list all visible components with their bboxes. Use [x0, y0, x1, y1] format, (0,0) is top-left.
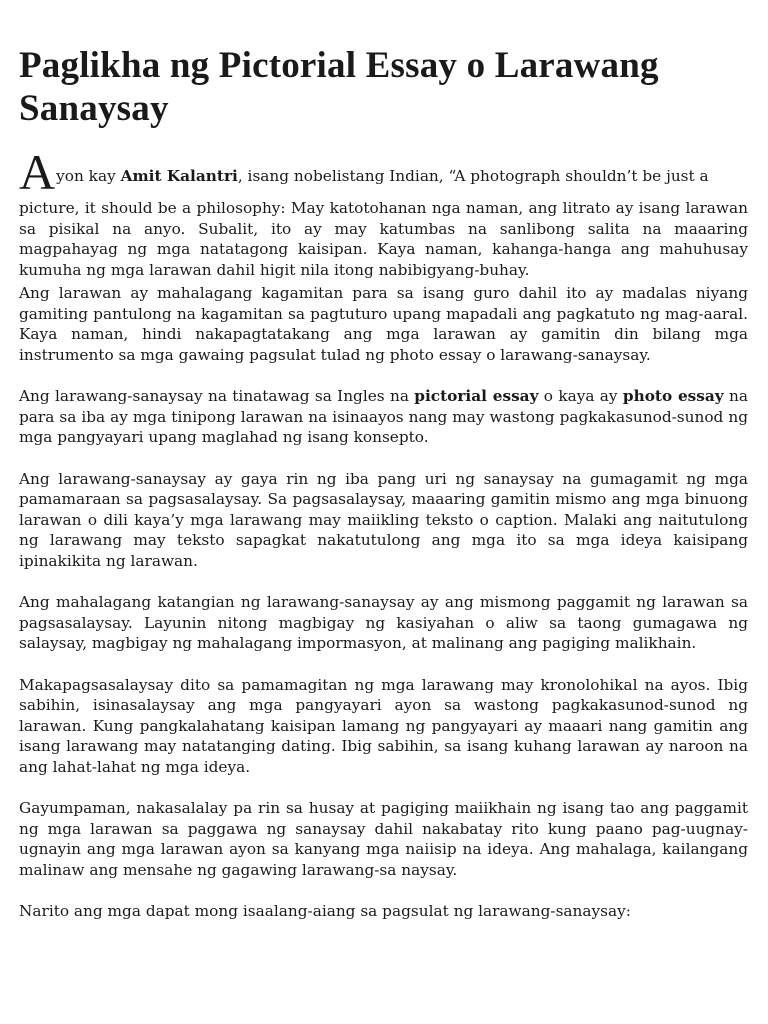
- intro-paragraph: picture, it should be a philosophy: May katotohanan nga naman, ang litrato ay isang larawan sa pisikal na anyo. Subalit, ito ay may katumbas na sanlibong salita na maaaring magpahayag ng mga natatagong kaisipan. Kaya naman, kahanga-hanga ang mahuhusay kumuha ng mga larawan dahil higit nila itong nabibigyang-buhay.: [19, 199, 748, 279]
- paragraph-5: Ang mahalagang katangian ng larawang-sanaysay ay ang mismong paggamit ng larawan sa pagsasalaysay. Layunin nitong magbigay ng kasiyahan o aliw sa taong gumagawa ng salaysay, magbigay ng mahalagang impormasyon, at malinang ang pagiging malikhain.: [19, 593, 748, 652]
- intro-line1-post: , isang nobelistang Indian, “A photograph shouldn’t be just a: [237, 167, 709, 185]
- paragraph-8: Narito ang mga dapat mong isaalang-aiang sa pagsulat ng larawang-sanaysay:: [19, 902, 631, 920]
- author-name: Amit Kalantri: [120, 167, 238, 185]
- paragraph-4: Ang larawang-sanaysay ay gaya rin ng iba pang uri ng sanaysay na gumagamit ng mga pamamaraan sa pagsasalaysay. Sa pagsasalaysay, maaaring gamitin mismo ang mga binuong larawan o dili kaya’y mga larawang may maiikling teksto o caption. Malaki ang naitutulong ng larawang may teksto sapagkat nakatutulong ang mga ito sa mga ideya kaisipang ipinakikita ng larawan.: [19, 469, 748, 570]
- p3-text-d: na para sa iba ay mga tinipong larawan na isinaayos nang may wastong pagkakasunod-sunod ng mga pangyayari upang maglahad ng isang konsepto.: [19, 387, 748, 446]
- paragraph-3: [19, 386, 748, 448]
- paragraph-7: Gayumpaman, nakasalalay pa rin sa husay at pagiging maiikhain ng isang tao ang paggamit ng mga larawan sa paggawa ng sanaysay dahil nakabatay rito kung paano pag-uugnay-ugnayin ang mga larawan ayon sa kanyang mga naiisip na ideya. Ang mahalaga, kailangang malinaw ang mensahe ng gagawing larawang-sa naysay.: [19, 799, 748, 879]
- paragraph-6: Makapagsasalaysay dito sa pamamagitan ng mga larawang may kronolohikal na ayos. Ibig sabihin, isinasalaysay ang mga pangyayari ayon sa wastong pagkakasunod-sunod ng larawan. Kung pangkalahatang kaisipan lamang ng pangyayari ay maaari nang gamitin ang isang larawang may natatanging dating. Ibig sabihin, sa isang kuhang larawan ay naroon na ang lahat-lahat ng mga ideya.: [19, 675, 748, 776]
- term-pictorial-essay: pictorial essay: [414, 387, 539, 405]
- article-body: [19, 150, 748, 922]
- p3-text-a: Ang larawang-sanaysay na tinatawag sa Ingles na: [19, 387, 415, 405]
- p3-text-c: o kaya ay: [538, 387, 623, 405]
- intro-first-line: [19, 150, 748, 194]
- term-photo-essay: photo essay: [622, 387, 724, 405]
- intro-line1-pre: yon kay: [56, 167, 121, 185]
- paragraph-2: Ang larawan ay mahalagang kagamitan para sa isang guro dahil ito ay madalas niyang gamiting pantulong na kagamitan sa pagtuturo upang mapadali ang pagkatuto ng mag-aaral. Kaya naman, hindi nakapagtatakang ang mga larawan ay gamitin din bilang mga instrumento sa mga gawaing pagsulat tulad ng photo essay o larawang-sanaysay.: [19, 284, 748, 364]
- drop-cap: A: [19, 150, 56, 194]
- page-title: Paglikha ng Pictorial Essay o Larawang Sanaysay: [19, 45, 659, 129]
